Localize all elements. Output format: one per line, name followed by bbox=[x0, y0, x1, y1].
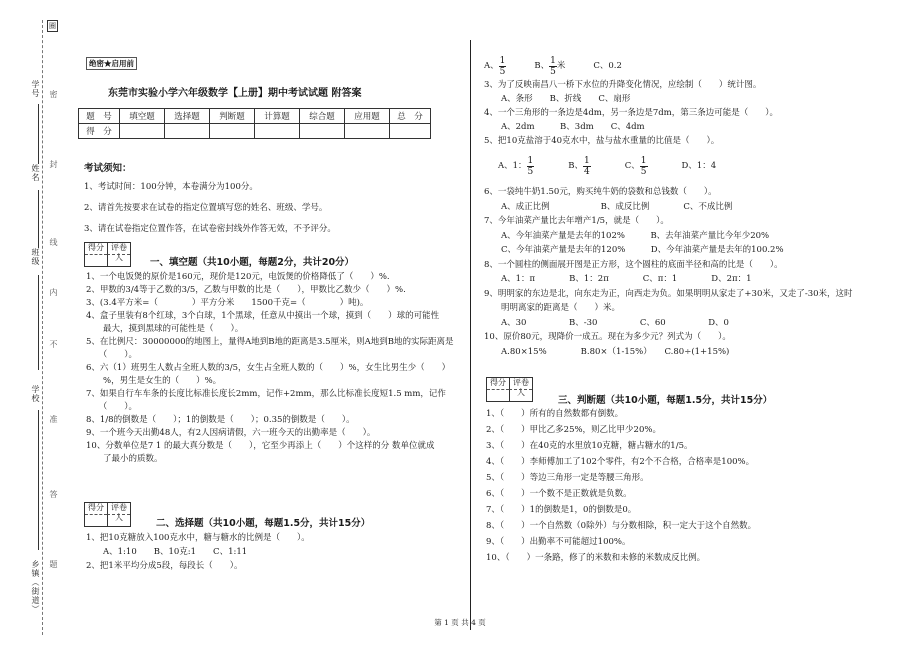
score-cell[interactable] bbox=[255, 124, 300, 139]
numerator: 1 bbox=[499, 55, 506, 66]
section3-title: 三、判断题（共10小题，每题1.5分，共计15分） bbox=[558, 395, 773, 406]
question-line: 2、甲数的3/4等于乙数的3/5，乙数与甲数的比是（ ），甲数比乙数少（ ）%. bbox=[86, 285, 406, 295]
badge-score-cell[interactable] bbox=[85, 254, 107, 266]
column-divider bbox=[470, 40, 471, 630]
question-line: 3、为了反映南昌八一桥下水位的升降变化情况，应绘制（ ）统计图。 bbox=[484, 80, 762, 90]
fraction bbox=[527, 156, 535, 177]
question-line: （ ）。 bbox=[86, 402, 138, 412]
score-badge bbox=[84, 502, 131, 527]
score-header: 总 分 bbox=[390, 109, 431, 124]
score-header: 综合题 bbox=[300, 109, 345, 124]
question-line: 2、把1米平均分成5段，每段长（ ）。 bbox=[86, 561, 243, 571]
judgement-line: 5、（ ）等边三角形一定是等腰三角形。 bbox=[486, 473, 649, 483]
judgement-line: 7、（ ）1的倒数是1，0的倒数是0。 bbox=[486, 505, 637, 515]
notice-item: 3、请在试卷指定位置作答，在试卷密封线外作答无效，不予评分。 bbox=[84, 224, 336, 234]
denominator: 5 bbox=[550, 66, 556, 77]
question-line: 7、如果自行车车条的长度比标准长度长2mm，记作+2mm，那么比标准长度短1.5 mm，记作 bbox=[86, 389, 446, 399]
score-table bbox=[78, 108, 431, 139]
numerator: 1 bbox=[550, 55, 556, 66]
score-cell[interactable] bbox=[390, 124, 431, 139]
judgement-line: 8、（ ）一个自然数（0除外）与分数相除，积一定大于这个自然数。 bbox=[486, 521, 757, 531]
binding-dash-line bbox=[42, 20, 43, 635]
score-header: 应用题 bbox=[345, 109, 390, 124]
seal-char: 密 bbox=[49, 90, 58, 99]
section2-questions-left bbox=[86, 533, 310, 575]
badge-score-label: 得分 bbox=[88, 243, 104, 252]
fraction bbox=[549, 56, 557, 77]
label-class: 班级 bbox=[31, 248, 40, 266]
option-c-label: C、0.2 bbox=[593, 60, 622, 71]
score-table-header-row bbox=[79, 109, 431, 124]
question-line: 5、在比例尺：30000000的地图上，量得A地到B地的距离是3.5厘米，则A地到B地的实际距离是 bbox=[86, 337, 454, 347]
question-line: 4、一个三角形的一条边是4dm，另一条边是7dm，第三条边可能是（ ）。 bbox=[484, 108, 778, 118]
fraction bbox=[640, 156, 648, 177]
badge-grader-cell[interactable] bbox=[509, 389, 532, 401]
judgement-line: 9、（ ）出勤率不可能超过100%。 bbox=[486, 537, 631, 547]
score-header: 选择题 bbox=[165, 109, 210, 124]
badge-score-label: 得分 bbox=[490, 378, 506, 387]
seal-char: 线 bbox=[49, 238, 58, 247]
section2-questions-right-2 bbox=[484, 187, 853, 361]
seal-char: 答 bbox=[49, 490, 58, 499]
question-line: 4、盒子里装有8个红球，3个白球，1个黑球，任意从中摸出一个球，摸到（ ）球的可能性 bbox=[86, 311, 440, 321]
school-field bbox=[38, 410, 39, 550]
badge-grader-label: 评卷人 bbox=[107, 503, 130, 514]
question-line: 10、原价80元，现降价一成五。现在为多少元？列式为（ ）。 bbox=[484, 332, 731, 342]
score-header: 填空题 bbox=[120, 109, 165, 124]
question-line: 1、一个电饭煲的原价是160元，现价是120元，电饭煲的价格降低了（ ）%. bbox=[86, 272, 390, 282]
numerator: 1 bbox=[640, 155, 647, 166]
score-header: 题 号 bbox=[79, 109, 120, 124]
option-b-label: B、 bbox=[568, 160, 584, 171]
section2-questions-right bbox=[484, 80, 778, 150]
seal-char: 内 bbox=[49, 288, 58, 297]
badge-grader-cell[interactable] bbox=[107, 514, 130, 526]
student-id-field bbox=[38, 104, 39, 164]
question-line: 9、明明家的东边是北，向东走为正，向西走为负。如果明明从家走了+30米，又走了-30米，这时 bbox=[484, 288, 853, 299]
badge-score-cell[interactable] bbox=[487, 389, 509, 401]
option-a-label: A、1： bbox=[498, 160, 527, 171]
question-line: 明明离家的距离是（ ）米。 bbox=[484, 303, 621, 313]
badge-grader-label: 评卷人 bbox=[509, 378, 532, 389]
question-line: 9、一个班今天出勤48人，有2人因病请假，六一班今天的出勤率是（ ）。 bbox=[86, 428, 376, 438]
exam-title: 东莞市实验小学六年级数学【上册】期中考试试题 附答案 bbox=[108, 88, 362, 99]
question-line: 3、(3.4平方米=（ ）平方分米 1500千克=（ ）吨)。 bbox=[86, 298, 369, 308]
question-line: A、30 B、-30 C、60 D、0 bbox=[484, 317, 729, 328]
fraction bbox=[499, 56, 507, 77]
question-line: 7、今年油菜产量比去年增产1/5，就是（ ）。 bbox=[484, 216, 669, 226]
confidential-stamp: 绝密★启用前 bbox=[86, 57, 137, 70]
notice-item: 1、考试时间：100分钟，本卷满分为100分。 bbox=[84, 182, 258, 192]
badge-grader-label: 评卷人 bbox=[107, 243, 130, 254]
badge-score-label: 得分 bbox=[88, 503, 104, 512]
seal-char: 准 bbox=[49, 415, 58, 424]
question-line: 8、1/8的倒数是（ ）；1的倒数是（ ）；0.35的倒数是（ ）。 bbox=[86, 415, 355, 425]
section2-title: 二、选择题（共10小题，每题1.5分，共计15分） bbox=[156, 518, 371, 529]
judgement-line: 6、（ ）一个数不是正数就是负数。 bbox=[486, 489, 632, 499]
label-student-id: 学号 bbox=[31, 80, 40, 98]
q5-options bbox=[498, 152, 716, 180]
question-line: C、今年油菜产量是去年的120% D、今年油菜产量是去年的100.2% bbox=[484, 245, 784, 255]
denominator: 5 bbox=[527, 166, 534, 177]
label-school: 学校 bbox=[31, 385, 40, 403]
question-line: A.80×15% B.80×（1-15%） C.80÷(1+15%) bbox=[484, 346, 730, 357]
score-header: 判断题 bbox=[210, 109, 255, 124]
option-d-label: D、1：4 bbox=[681, 160, 717, 171]
score-badge bbox=[84, 242, 131, 267]
seal-char: 不 bbox=[49, 340, 58, 349]
question-line: A、1：π B、1：2π C、π：1 D、2π：1 bbox=[484, 274, 752, 284]
label-township: 乡镇（街道） bbox=[31, 560, 40, 614]
question-line: A、成正比例 B、成反比例 C、不成比例 bbox=[484, 201, 733, 212]
score-cell[interactable] bbox=[300, 124, 345, 139]
question-line: 了最小的质数。 bbox=[86, 454, 163, 464]
section3-questions bbox=[486, 409, 756, 569]
score-cell[interactable] bbox=[165, 124, 210, 139]
score-cell[interactable] bbox=[120, 124, 165, 139]
numerator: 1 bbox=[527, 155, 534, 166]
denominator: 5 bbox=[640, 166, 647, 177]
q2-options bbox=[484, 52, 622, 80]
numerator: 1 bbox=[584, 155, 590, 166]
judgement-line: 2、（ ）甲比乙多25%，则乙比甲少20%。 bbox=[486, 425, 661, 435]
seal-char: 题 bbox=[49, 560, 58, 569]
section1-title: 一、填空题（共10小题，每题2分，共计20分） bbox=[150, 257, 355, 268]
question-line: A、条形 B、折线 C、扇形 bbox=[484, 94, 631, 104]
seal-char: 封 bbox=[49, 160, 58, 169]
corner-mark: 圈 bbox=[49, 22, 56, 30]
unit: 米 bbox=[556, 60, 566, 71]
label-name: 姓名 bbox=[31, 164, 40, 182]
score-row-label: 得 分 bbox=[79, 124, 120, 139]
notice-title: 考试须知： bbox=[84, 163, 132, 174]
question-line: 8、一个圆柱的侧面展开图是正方形，这个圆柱的底面半径和高的比是（ ）。 bbox=[484, 259, 783, 270]
question-line: 5、把10克盐溶于40克水中，盐与盐水重量的比值是（ ）。 bbox=[484, 136, 720, 146]
score-cell[interactable] bbox=[345, 124, 390, 139]
question-line: 1、把10克糖放入100克水中，糖与糖水的比例是（ ）。 bbox=[86, 533, 310, 543]
score-cell[interactable] bbox=[210, 124, 255, 139]
judgement-line: 10、（ ）一条路，修了的米数和未修的米数成反比例。 bbox=[486, 553, 706, 563]
denominator: 4 bbox=[584, 166, 590, 177]
question-line: （ ）。 bbox=[86, 350, 138, 360]
option-a-label: A、 bbox=[484, 60, 499, 71]
denominator: 5 bbox=[499, 66, 506, 77]
question-line: 最大，摸到黑球的可能性是（ ）。 bbox=[86, 324, 244, 334]
judgement-line: 3、（ ）在40克的水里放10克糖，糖占糖水的1/5。 bbox=[486, 441, 693, 451]
judgement-line: 1、（ ）所有的自然数都有倒数。 bbox=[486, 409, 624, 419]
score-table-row bbox=[79, 124, 431, 139]
badge-score-cell[interactable] bbox=[85, 514, 107, 526]
score-badge bbox=[486, 377, 533, 402]
question-line: A、今年油菜产量是去年的102% B、去年油菜产量比今年少20% bbox=[484, 230, 770, 241]
page-number: 第 1 页 共 4 页 bbox=[434, 618, 486, 627]
class-field bbox=[38, 275, 39, 370]
notice-item: 2、请首先按要求在试卷的指定位置填写您的姓名、班级、学号。 bbox=[84, 203, 328, 213]
question-line: A、2dm B、3dm C、4dm bbox=[484, 122, 645, 132]
fraction bbox=[583, 156, 591, 177]
badge-grader-cell[interactable] bbox=[107, 254, 130, 266]
question-line: 6、一袋纯牛奶1.50元，购买纯牛奶的袋数和总钱数（ ）。 bbox=[484, 187, 717, 197]
option-c-label: C、 bbox=[624, 160, 640, 171]
question-line: 6、六（1）班男生人数占全班人数的3/5，女生占全班人数的（ ）%，女生比男生少（ ） bbox=[86, 363, 451, 373]
question-line: %，男生是女生的（ ）%。 bbox=[86, 376, 222, 386]
question-line: 10、分数单位是7 1 的最大真分数是（ ），它至少再添上（ ）个这样的分 数单位就成 bbox=[86, 441, 435, 451]
section1-questions bbox=[86, 272, 453, 467]
option-b-label: B、 bbox=[534, 60, 550, 71]
score-header: 计算题 bbox=[255, 109, 300, 124]
judgement-line: 4、（ ）李师傅加工了102个零件，有2个不合格，合格率是100%。 bbox=[486, 457, 755, 467]
question-line: A、1:10 B、10克:1 C、1:11 bbox=[86, 547, 248, 557]
name-field bbox=[38, 190, 39, 248]
